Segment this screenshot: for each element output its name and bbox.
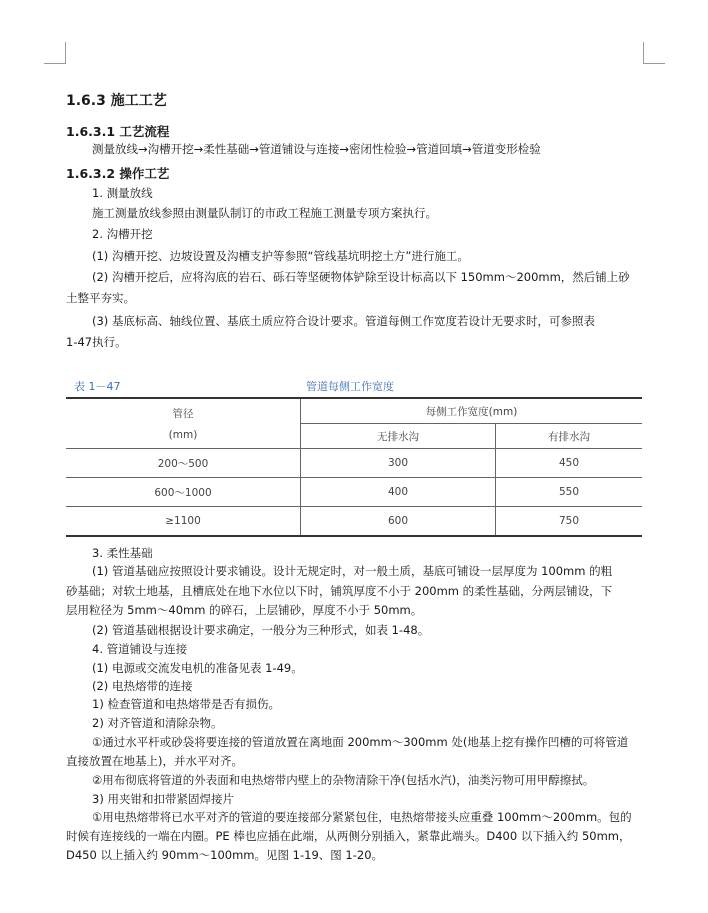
paragraph-line: 时候有连接线的一端在内圈。PE 棒也应插在此端，从两侧分别插入，紧靠此端头。D400 以下插入约 50mm， bbox=[66, 829, 631, 843]
section-title: 1.6.3 施工工艺 bbox=[66, 93, 167, 109]
paragraph-line: (1) 沟槽开挖、边坡设置及沟槽支护等参照“管线基坑明挖土方”进行施工。 bbox=[92, 249, 469, 263]
paragraph-line: (2) 电热熔带的连接 bbox=[92, 679, 193, 693]
paragraph-line: D450 以上插入约 90mm～100mm。见图 1-19、图 1-20。 bbox=[66, 848, 384, 862]
paragraph-line: 直接放置在地基上)，并水平对齐。 bbox=[66, 754, 243, 768]
paragraph-line: 1) 检查管道和电热熔带是否有损伤。 bbox=[92, 697, 280, 711]
paragraph-line: 1. 测量放线 bbox=[92, 186, 153, 200]
diameter-cell: 600～1000 bbox=[66, 478, 301, 507]
diameter-header bbox=[66, 398, 301, 449]
table-number: 表 1－47 bbox=[74, 380, 121, 393]
paragraph-line: 土整平夯实。 bbox=[66, 291, 135, 305]
diameter-cell: ≥1100 bbox=[66, 507, 301, 537]
table-row bbox=[66, 507, 642, 537]
table-caption: 管道每侧工作宽度 bbox=[306, 380, 394, 393]
paragraph-line: 层用粒径为 5mm～40mm 的碎石，上层铺砂，厚度不小于 50mm。 bbox=[66, 603, 423, 617]
paragraph-line: (2) 管道基础根据设计要求确定，一般分为三种形式，如表 1-48。 bbox=[92, 623, 430, 637]
paragraph-line: 4. 管道铺设与连接 bbox=[92, 642, 188, 656]
no-ditch-cell: 300 bbox=[301, 449, 496, 478]
paragraph-line: 1-47执行。 bbox=[66, 335, 127, 349]
flow-text: 测量放线→沟槽开挖→柔性基础→管道铺设与连接→密闭性检验→管道回填→管道变形检验 bbox=[92, 142, 541, 156]
paragraph-line: 砂基础；对软土地基，且槽底处在地下水位以下时，铺筑厚度不小于 200mm 的柔性基础，分两层铺设，下 bbox=[66, 584, 613, 598]
paragraph-line: ①用电热熔带将已水平对齐的管道的要连接部分紧紧包住，电热熔带接头应重叠 100mm～200mm。包的 bbox=[92, 810, 632, 824]
with-ditch-cell: 550 bbox=[496, 478, 643, 507]
diameter-header-label: 管径 bbox=[172, 408, 194, 420]
table-row bbox=[66, 478, 642, 507]
no-ditch-header: 无排水沟 bbox=[301, 424, 496, 449]
paragraph-line: (2) 沟槽开挖后，应将沟底的岩石、砾石等坚硬物体铲除至设计标高以下 150mm～200mm，然后铺上砂 bbox=[92, 270, 630, 284]
crop-mark-top-left-vertical bbox=[65, 42, 66, 64]
work-width-table bbox=[66, 397, 642, 537]
crop-mark-top-left-horizontal bbox=[44, 63, 66, 64]
paragraph-line: (3) 基底标高、轴线位置、基底土质应符合设计要求。管道每侧工作宽度若设计无要求时，可参照表 bbox=[92, 314, 595, 328]
table-row bbox=[66, 449, 642, 478]
diameter-header-unit: (mm) bbox=[168, 429, 198, 441]
paragraph-line: (1) 电源或交流发电机的准备见表 1-49。 bbox=[92, 661, 303, 675]
diameter-cell: 200～500 bbox=[66, 449, 301, 478]
with-ditch-cell: 750 bbox=[496, 507, 643, 537]
paragraph-line: 3. 柔性基础 bbox=[92, 546, 153, 560]
paragraph-line: ②用布彻底将管道的外表面和电热熔带内壁上的杂物清除干净(包括水汽)，油类污物可用甲醇擦拭。 bbox=[92, 773, 595, 787]
table-header-row bbox=[66, 398, 642, 424]
paragraph-line: 施工测量放线参照由测量队制订的市政工程施工测量专项方案执行。 bbox=[92, 206, 437, 220]
crop-mark-top-right-vertical bbox=[643, 42, 644, 64]
no-ditch-cell: 600 bbox=[301, 507, 496, 537]
with-ditch-header: 有排水沟 bbox=[496, 424, 643, 449]
paragraph-line: (1) 管道基础应按照设计要求铺设。设计无规定时，对一般土质，基底可铺设一层厚度为 100mm 的粗 bbox=[92, 564, 613, 578]
group-header: 每侧工作宽度(mm) bbox=[301, 398, 643, 424]
with-ditch-cell: 450 bbox=[496, 449, 643, 478]
paragraph-line: ①通过水平杆或砂袋将要连接的管道放置在离地面 200mm～300mm 处(地基上挖有操作凹槽的可将管道 bbox=[92, 735, 629, 749]
flow-heading: 1.6.3.1 工艺流程 bbox=[66, 124, 170, 139]
ops-heading: 1.6.3.2 操作工艺 bbox=[66, 166, 170, 181]
paragraph-line: 3) 用夹钳和扣带紧固焊接片 bbox=[92, 792, 234, 806]
no-ditch-cell: 400 bbox=[301, 478, 496, 507]
crop-mark-top-right-horizontal bbox=[643, 63, 665, 64]
paragraph-line: 2) 对齐管道和清除杂物。 bbox=[92, 716, 223, 730]
paragraph-line: 2. 沟槽开挖 bbox=[92, 227, 153, 241]
